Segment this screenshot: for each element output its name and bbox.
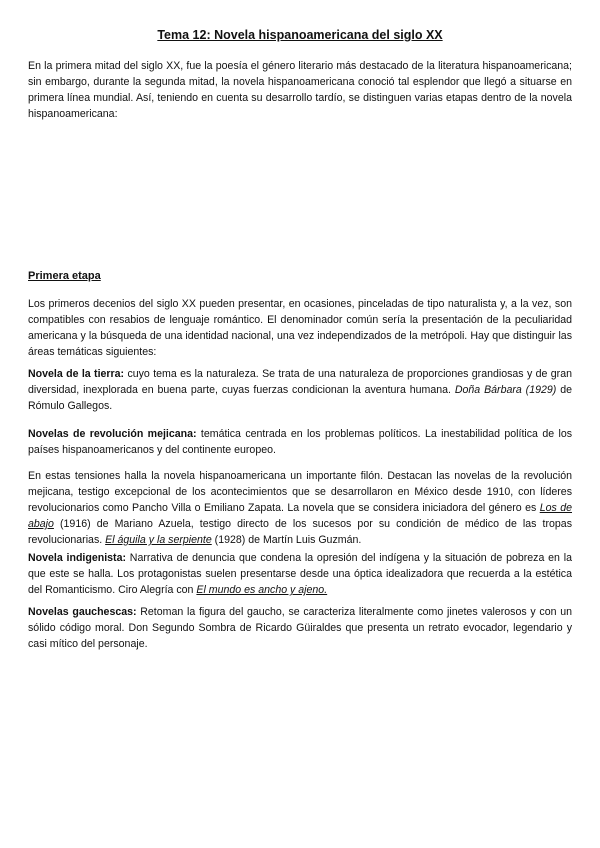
section-heading: Primera etapa [28, 270, 101, 282]
revolucion-paragraph [28, 426, 572, 458]
gauchescas-label: Novelas gauchescas: [28, 606, 137, 618]
tierra-tail: de Rómulo Gallegos. [28, 384, 572, 412]
indigenista-paragraph [28, 550, 572, 598]
section-intro-paragraph: Los primeros decenios del siglo XX pueden presentar, en ocasiones, pinceladas de tipo naturalista y, a la vez, son compatibles con resabios de lenguaje romántico. El denominador común sería la presentación de la peculiaridad americana y la búsqueda de una identidad nacional, una vez independizados de la metrópoli. Hay que distinguir las áreas temáticas siguientes: [28, 298, 572, 358]
gauchescas-paragraph [28, 604, 572, 652]
tensiones-work-2: El águila y la serpiente [105, 534, 212, 546]
tierra-text: cuyo tema es la naturaleza. Se trata de una naturaleza de proporciones grandiosas y de gran diversidad, inexplorada en buena parte, cuyas fuerzas condicionan la aventura humana. [28, 368, 572, 396]
indigenista-work: El mundo es ancho y ajeno. [196, 584, 328, 596]
tierra-paragraph [28, 366, 572, 414]
indigenista-text: Narrativa de denuncia que condena la opresión del indígena y la situación de pobreza en la que este se halla. Los protagonistas suelen presentarse desde una óptica idealizadora que recuerda a la estética del Romanticismo. Ciro Alegría con [28, 552, 572, 596]
revolucion-text: temática centrada en los problemas políticos. La inestabilidad política de los países hispanoamericanos y del continente europeo. [28, 428, 573, 456]
document-title: Tema 12: Novela hispanoamericana del siglo XX [157, 28, 443, 42]
intro-paragraph: En la primera mitad del siglo XX, fue la poesía el género literario más destacado de la literatura hispanoamericana; sin embargo, durante la segunda mitad, la novela hispanoamericana conoció tal esplendor que llegó a situarse en primera línea mundial. Así, teniendo en cuenta su desarrollo tardío, se distinguen varias etapas dentro de la novela hispanoamericana: [28, 60, 572, 120]
revolucion-label: Novelas de revolución mejicana: [28, 428, 197, 440]
gauchescas-text: Retoman la figura del gaucho, se caracteriza literalmente como jinetes valerosos y con un sólido código moral. Don Segundo Sombra de Ricardo Güiraldes que presenta un retrato evocador, legendario y casi mítico del personaje. [28, 606, 572, 650]
tensiones-work-1: Los de abajo [28, 502, 572, 530]
tensiones-text-b: (1916) de Mariano Azuela, testigo directo de los sucesos por su condición de médico de las tropas revolucionarias. [28, 518, 572, 546]
tierra-work: Doña Bárbara (1929) [454, 384, 557, 396]
tensiones-paragraph [28, 468, 572, 548]
indigenista-label: Novela indigenista: [28, 552, 126, 564]
tierra-label: Novela de la tierra: [28, 368, 125, 380]
tensiones-text-c: (1928) de Martín Luis Guzmán. [211, 534, 362, 546]
tensiones-text-a: En estas tensiones halla la novela hispanoamericana un importante filón. Destacan las novelas de la revolución mejicana, testigo excepcional de los acontecimientos que se desarrollaron en México desde 1910, con líderes revolucionarios como Pancho Villa o Emiliano Zapata. La novela que se considera iniciadora del género es [28, 470, 572, 514]
